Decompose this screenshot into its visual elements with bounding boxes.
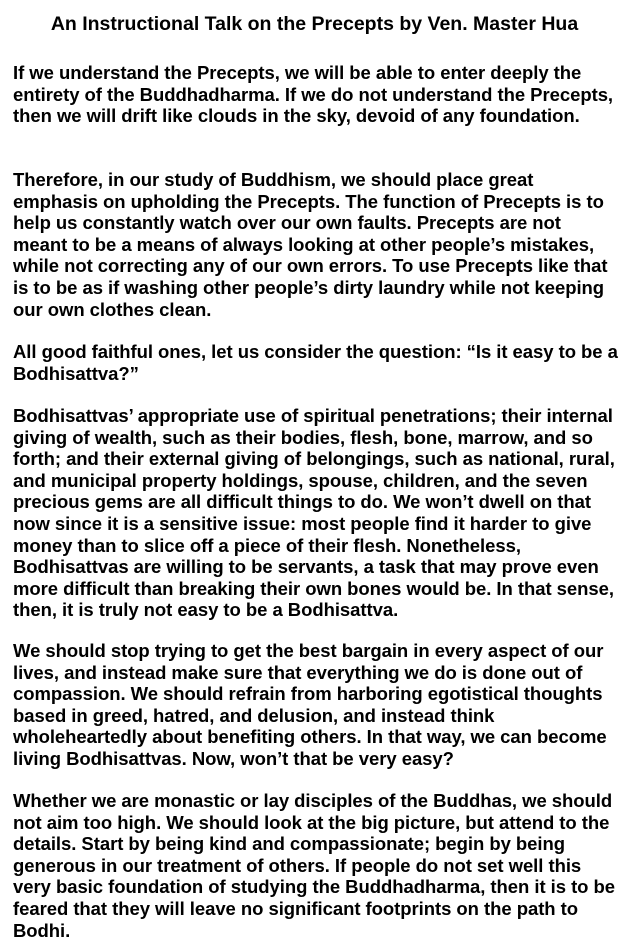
page-title: An Instructional Talk on the Precepts by Ven. Master Hua	[50, 13, 579, 35]
paragraph-2: Therefore, in our study of Buddhism, we should place great emphasis on upholding the Precepts. The function of Precepts is to help us constantly watch over our own faults. Precepts are not meant to be a means of always looking at other people’s mistakes, while not correcting any of our own errors. To use Precepts like that is to be as if washing other people’s dirty laundry while not keeping our own clothes clean.	[13, 169, 608, 320]
paragraph-5: We should stop trying to get the best bargain in every aspect of our lives, and instead make sure that everything we do is done out of compassion. We should refrain from harboring egotistical thoughts based in greed, hatred, and delusion, and instead think wholeheartedly about benefiting others. In that way, we can become living Bodhisattvas. Now, won’t that be very easy?	[13, 640, 607, 769]
paragraph-1: If we understand the Precepts, we will be able to enter deeply the entirety of the Buddhadharma. If we do not understand the Precepts, then we will drift like clouds in the sky, devoid of any foundation.	[13, 62, 614, 127]
paragraph-3: All good faithful ones, let us consider the question: “Is it easy to be a Bodhisattva?”	[13, 341, 618, 384]
paragraph-6: Whether we are monastic or lay disciples of the Buddhas, we should not aim too high. We should look at the big picture, but attend to the details. Start by being kind and compassionate; begin by being generous in our treatment of others. If people do not set well this very basic foundation of studying the Buddhadharma, then it is to be feared that they will leave no significant footprints on the path to Bodhi.	[13, 790, 616, 941]
paragraph-4: Bodhisattvas’ appropriate use of spiritual penetrations; their internal giving of wealth, such as their bodies, flesh, bone, marrow, and so forth; and their external giving of belongings, such as national, rural, and municipal property holdings, spouse, children, and the seven precious gems are all difficult things to do. We won’t dwell on that now since it is a sensitive issue: most people find it harder to give money than to slice off a piece of their flesh. Nonetheless, Bodhisattvas are willing to be servants, a task that may prove even more difficult than breaking their own bones would be. In that sense, then, it is truly not easy to be a Bodhisattva.	[13, 405, 615, 621]
